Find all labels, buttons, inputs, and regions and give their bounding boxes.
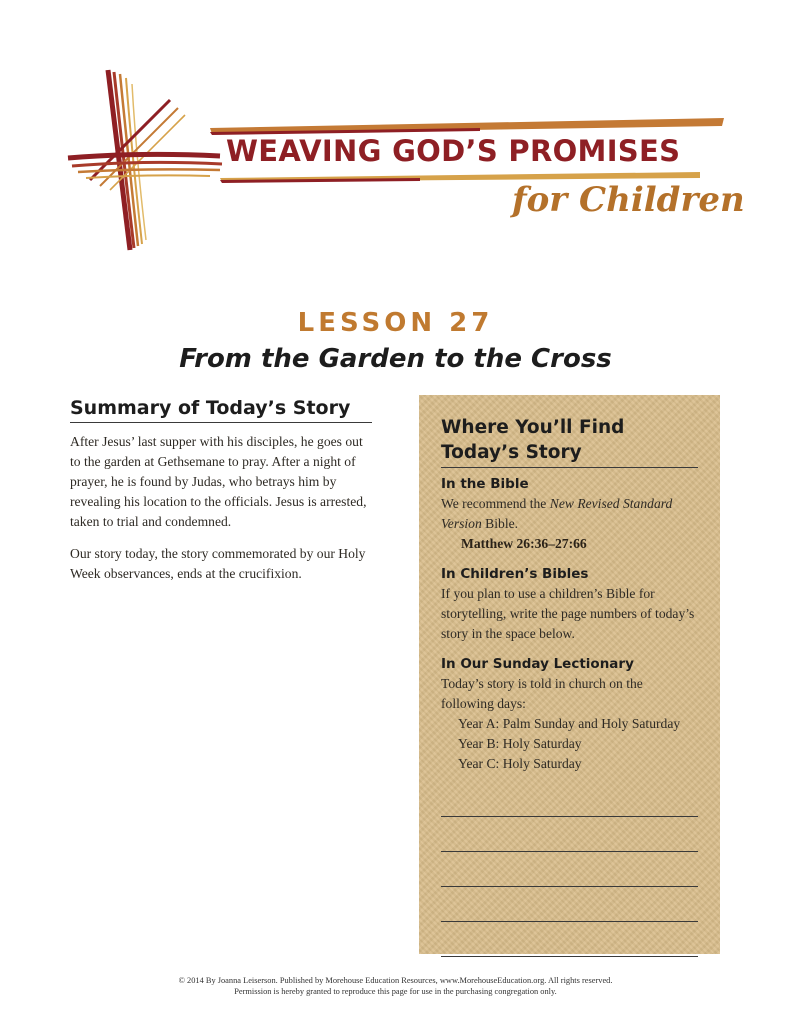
- where-to-find-panel: [419, 395, 720, 954]
- lectionary-intro: Today’s story is told in church on the following days:: [441, 676, 643, 711]
- lectionary-year-a: Year A: Palm Sunday and Holy Saturday: [458, 716, 681, 731]
- lectionary-year-c: Year C: Holy Saturday: [458, 756, 582, 771]
- lesson-number: LESSON 27: [297, 308, 494, 338]
- lectionary-year-b: Year B: Holy Saturday: [458, 736, 582, 751]
- childrens-bibles-heading: In Children’s Bibles: [441, 566, 589, 582]
- write-in-line[interactable]: [441, 782, 698, 817]
- where-to-find-heading: Where You’ll Find Today’s Story: [441, 415, 698, 468]
- lectionary-heading: In Our Sunday Lectionary: [441, 656, 634, 672]
- lesson-title: From the Garden to the Cross: [179, 344, 612, 374]
- write-in-line[interactable]: [441, 817, 698, 852]
- footer: [0, 975, 791, 997]
- bible-version-name: New Revised Standard Version: [441, 496, 673, 531]
- copyright-line: © 2014 By Joanna Leiserson. Published by Morehouse Education Resources, www.MorehouseEducation.org. All rights reserved.: [178, 976, 613, 985]
- in-the-bible-heading: In the Bible: [441, 476, 529, 492]
- brand-subtitle: for Children: [512, 180, 745, 220]
- permission-line: Permission is hereby granted to reproduce this page for use in the purchasing congregation only.: [234, 987, 557, 996]
- bible-recommendation: [441, 494, 698, 534]
- write-in-line[interactable]: [441, 852, 698, 887]
- write-in-lines: [441, 782, 698, 957]
- scripture-reference: Matthew 26:36–27:66: [461, 536, 587, 551]
- bible-text-after: Bible.: [481, 516, 519, 531]
- summary-heading: Summary of Today’s Story: [70, 397, 372, 423]
- write-in-line[interactable]: [441, 922, 698, 957]
- childrens-bibles-text: If you plan to use a children’s Bible for storytelling, write the page numbers of today’s story in the space below.: [441, 586, 695, 641]
- summary-paragraph-2: Our story today, the story commemorated by our Holy Week observances, ends at the crucifixion.: [70, 546, 366, 581]
- bible-text-before: We recommend the: [441, 496, 550, 511]
- brand-title: WEAVING GOD’S PROMISES: [226, 134, 681, 168]
- summary-paragraph-1: After Jesus’ last supper with his disciples, he goes out to the garden at Gethsemane to pray. After a night of prayer, he is found by Judas, who betrays him by revealing his location to the officials. Jesus is arrested, taken to trial and condemned.: [70, 434, 367, 529]
- write-in-line[interactable]: [441, 887, 698, 922]
- summary-section: [70, 397, 372, 596]
